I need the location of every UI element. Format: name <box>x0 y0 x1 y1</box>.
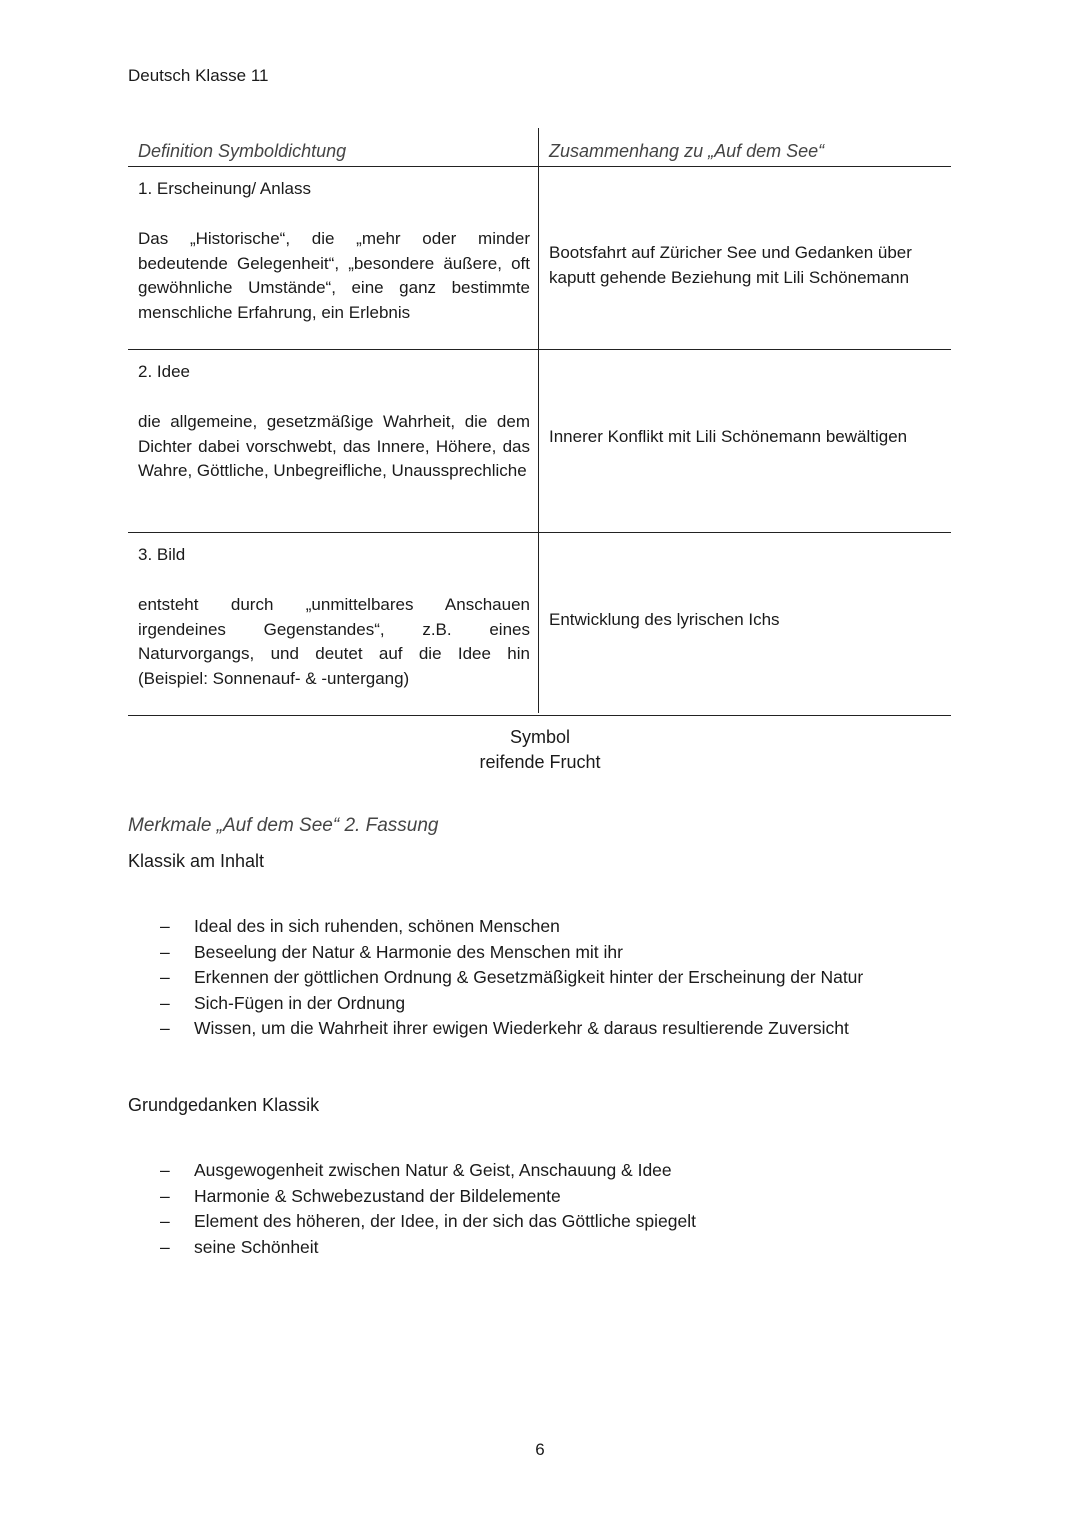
list-item: – Ausgewogenheit zwischen Natur & Geist, Anschauung & Idee <box>160 1158 696 1184</box>
grundgedanken-heading: Grundgedanken Klassik <box>128 1095 320 1115</box>
table-row <box>128 350 951 533</box>
row-definition-text: Das „Historische“, die „mehr oder minder bedeutende Gelegenheit“, „besondere äußere, oft gewöhnliche Umstände“, eine ganz bestimmte menschliche Erfahrung, ein Erlebnis <box>138 229 530 322</box>
list-item: – Element des höheren, der Idee, in der sich das Göttliche spiegelt <box>160 1209 696 1235</box>
document-header: Deutsch Klasse 11 <box>128 66 269 85</box>
klassik-inhalt-heading: Klassik am Inhalt <box>128 851 265 871</box>
dash-bullet-icon: – <box>160 1211 170 1231</box>
column-header-connection: Zusammenhang zu „Auf dem See“ <box>549 141 825 161</box>
symbol-label: Symbol <box>509 727 571 747</box>
list-item: – Ideal des in sich ruhenden, schönen Menschen <box>160 914 863 940</box>
dash-bullet-icon: – <box>160 1018 170 1038</box>
row-definition-text: die allgemeine, gesetzmäßige Wahrheit, die dem Dichter dabei vorschwebt, das Innere, Höhere, das Wahre, Göttliche, Unbegreifliche, Unaussprechliche <box>138 412 530 480</box>
dash-bullet-icon: – <box>160 967 170 987</box>
list-item: – Erkennen der göttlichen Ordnung & Gesetzmäßigkeit hinter der Erscheinung der Natur <box>160 965 863 991</box>
row-definition-text: entsteht durch „unmittelbares Anschauen irgendeines Gegenstandes“, z.B. eines Naturvorgangs, und deutet auf die Idee hin (Beispiel: Sonnenauf- & -untergang) <box>138 595 530 688</box>
row-title: 3. Bild <box>138 545 186 564</box>
list-item: – Harmonie & Schwebezustand der Bildelemente <box>160 1184 696 1210</box>
dash-bullet-icon: – <box>160 916 170 936</box>
page-number: 6 <box>535 1440 545 1459</box>
merkmale-list <box>160 914 863 1042</box>
column-header-definition: Definition Symboldichtung <box>138 141 347 161</box>
row-connection-text: Bootsfahrt auf Züricher See und Gedanken über kaputt gehende Beziehung mit Lili Schönemann <box>549 243 912 287</box>
list-item: – Sich-Fügen in der Ordnung <box>160 991 863 1017</box>
grundgedanken-list <box>160 1158 696 1260</box>
table-row <box>128 533 951 716</box>
list-item: – Beseelung der Natur & Harmonie des Menschen mit ihr <box>160 940 863 966</box>
list-item: – seine Schönheit <box>160 1235 696 1261</box>
dash-bullet-icon: – <box>160 1236 170 1257</box>
dash-bullet-icon: – <box>160 1185 170 1206</box>
row-title: 2. Idee <box>138 362 190 381</box>
merkmale-heading: Merkmale „Auf dem See“ 2. Fassung <box>128 815 439 836</box>
table-row <box>128 167 951 350</box>
row-connection-text: Innerer Konflikt mit Lili Schönemann bewältigen <box>549 427 908 446</box>
symbol-definition-table <box>128 128 951 716</box>
dash-bullet-icon: – <box>160 992 170 1013</box>
row-title: 1. Erscheinung/ Anlass <box>138 179 311 198</box>
table-header-row <box>128 128 951 167</box>
dash-bullet-icon: – <box>160 1160 170 1180</box>
list-item: – Wissen, um die Wahrheit ihrer ewigen Wiederkehr & daraus resultierende Zuversicht <box>160 1016 863 1042</box>
dash-bullet-icon: – <box>160 941 170 962</box>
row-connection-text: Entwicklung des lyrischen Ichs <box>549 610 780 629</box>
symbol-value: reifende Frucht <box>479 752 601 772</box>
